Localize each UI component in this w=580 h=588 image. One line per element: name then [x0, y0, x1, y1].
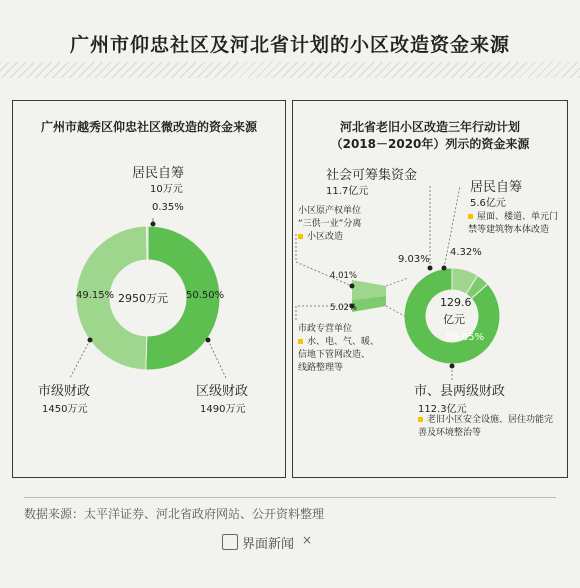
sub-top-note-3: 小区改造	[307, 232, 344, 242]
leader-dot	[350, 284, 355, 289]
sub-bottom-pct: 5.02%	[330, 303, 358, 313]
sub-connector-top	[386, 278, 408, 286]
resident-label: 居民自筹	[132, 166, 185, 181]
leader-dot	[151, 222, 156, 227]
hb-resident-pct: 4.32%	[450, 247, 482, 258]
sub-bottom-note	[298, 323, 388, 375]
hb-resident-note-text: 屋面、楼道、单元门禁等建筑物本体改造	[468, 212, 559, 235]
city-label: 市级财政	[38, 384, 91, 399]
gov-amount: 112.3亿元	[418, 404, 467, 415]
right-title-line2: （2018－2020年）列示的资金来源	[330, 137, 530, 151]
social-amount: 11.7亿元	[326, 186, 369, 197]
footer	[0, 530, 580, 560]
brand-name: 界面新闻	[242, 537, 295, 552]
gov-label: 市、县两级财政	[414, 384, 506, 399]
sub-bottom-note-2: 水、电、气、暖、	[307, 337, 380, 347]
note-bullet	[468, 214, 473, 219]
gov-note-text: 老旧小区安全设施、居住功能完善及环境整治等	[418, 415, 554, 438]
sub-bottom-note-1: 市政专营单位	[298, 324, 353, 334]
hb-resident-note	[468, 211, 564, 237]
leader-dot	[442, 266, 447, 271]
leader-dot	[206, 338, 211, 343]
note-bullet	[298, 234, 303, 239]
district-amount: 1490万元	[200, 404, 246, 415]
page-title: 广州市仰忠社区及河北省计划的小区改造资金来源	[69, 34, 510, 56]
district-leader	[208, 340, 226, 378]
right-center-value: 129.6	[440, 296, 472, 309]
gov-note	[418, 414, 558, 440]
sub-top-note-1: 小区原产权单位	[298, 206, 362, 216]
data-source: 数据来源：太平洋证券、河北省政府网站、公开资料整理	[24, 507, 325, 521]
note-bullet	[418, 417, 423, 422]
leader-dot	[450, 364, 455, 369]
resident-pct: 0.35%	[152, 202, 184, 213]
brand-logo-icon	[222, 534, 238, 550]
slice-resident	[146, 226, 148, 260]
sub-top-note-2: “三供一业”分离	[298, 219, 362, 229]
resident-amount: 10万元	[150, 184, 183, 195]
divider	[24, 497, 556, 498]
district-pct: 50.50%	[186, 290, 225, 301]
leader-dot	[428, 266, 433, 271]
hb-resident-amount: 5.6亿元	[470, 198, 506, 209]
city-amount: 1450万元	[42, 404, 88, 415]
hb-resident-label: 居民自筹	[470, 180, 523, 195]
sub-bottom-note-3: 信地下管网改造、	[298, 350, 371, 360]
gov-pct: 86.65%	[446, 332, 485, 343]
social-label: 社会可筹集资金	[326, 168, 418, 183]
sub-top-pct: 4.01%	[330, 271, 358, 281]
right-title-line1: 河北省老旧小区改造三年行动计划	[339, 120, 520, 134]
leader-dot	[88, 338, 93, 343]
social-pct: 9.03%	[398, 254, 430, 265]
right-center-unit: 亿元	[443, 313, 465, 326]
city-pct: 49.15%	[76, 290, 115, 301]
left-panel-title: 广州市越秀区仰忠社区微改造的资金来源	[40, 120, 257, 134]
sub-bottom-note-4: 线路整理等	[298, 363, 344, 373]
left-center-total: 2950万元	[118, 292, 168, 305]
city-leader	[70, 340, 90, 378]
note-bullet	[298, 339, 303, 344]
sub-top-note	[298, 205, 376, 244]
district-label: 区级财政	[196, 384, 249, 399]
brand-x: ×	[302, 533, 313, 547]
